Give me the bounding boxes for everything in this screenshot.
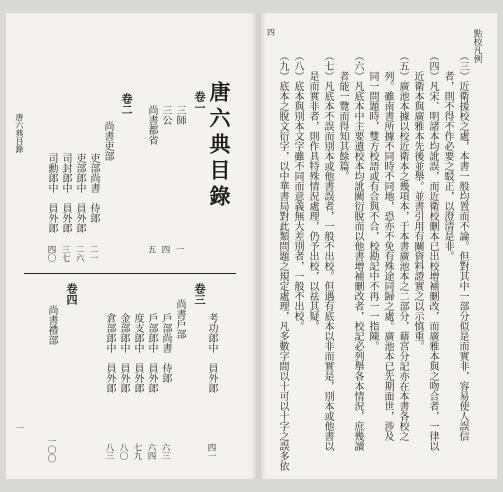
toc-entry-page: 二六: [74, 245, 84, 262]
note-line: 近衛本與廣雅本先後並舉。並書引用有關資料證實之以示慎重。: [412, 51, 423, 351]
note-line: （四）凡宋、明諸本均訛誤，而近衛校刪本已出校增補刪改，而廣雅本與之吻合者，一律以: [427, 51, 438, 451]
section-divider: [24, 273, 236, 274]
toc-entry-label: 戶部尚書 侍郎: [160, 313, 171, 383]
page-number: 四: [267, 28, 275, 37]
toc-entry-page: 一: [174, 245, 184, 254]
toc-entry-page: 八三: [104, 443, 114, 460]
note-line: 列。雖南書所據不同時不同地，恐亦不免有殊途同歸之處。廣池本已先期面世，涉及: [382, 51, 393, 441]
toc-entry-page: 四: [160, 245, 170, 254]
toc-entry-page: 一〇〇: [46, 437, 56, 463]
toc-entry-label: 度支郎中 員外郎: [132, 313, 143, 393]
toc-entry-label: 倉部郎中 員外郎: [104, 313, 115, 393]
note-line: （五）廣池本據以校近衛本之幾項本，于本書廣池本之二部分，藉宮分記亦在本書各校之: [397, 51, 408, 441]
toc-entry-label: 司封郎中 員外郎: [60, 153, 71, 233]
page-title: 唐六典目錄: [207, 81, 232, 211]
juan3-heading: 卷三: [193, 283, 206, 305]
juan2-heading: 卷二: [120, 93, 133, 115]
toc-entry-label: 尚書都省: [146, 105, 157, 145]
toc-entry-page: 四〇: [46, 245, 56, 262]
left-page-table-of-contents: [6, 13, 258, 479]
page-number: 一: [16, 424, 24, 433]
toc-entry-page: 六三: [160, 443, 170, 460]
note-line: （八）底本與別本文字雖不同而意義無大差別者，一般不出校。: [292, 51, 303, 331]
running-header: 點校凡例: [472, 29, 482, 63]
toc-entry-label: 尚書吏部: [102, 121, 113, 161]
note-line: 者能一覽而得知其餘篇。: [337, 51, 348, 181]
note-line: 同一問題時，雙方校語或有合與不合，校勘記中不再一一指陳。: [367, 51, 378, 351]
toc-entry-label: 尚書戶部: [174, 299, 185, 339]
toc-entry-label: 尚書禮部: [46, 305, 57, 345]
toc-entry-page: 八〇: [118, 443, 128, 460]
toc-entry-label: 金部郎中 員外郎: [118, 313, 129, 393]
toc-entry-page: 五: [146, 245, 156, 254]
juan4-heading: 卷四: [65, 283, 78, 305]
note-line: 是而實非者，則作具特殊情況處理，仍予出校，以祛其疑。: [307, 51, 318, 331]
toc-entry-label: 三師: [174, 105, 185, 125]
toc-entry-label: 司勳郎中 員外郎: [46, 153, 57, 233]
toc-entry-page: 四一: [206, 443, 216, 460]
toc-entry-page: 七九: [132, 443, 142, 460]
note-line: （六）凡底本中主要遺校本均訛闕衍脫而以他書增補刪改者，校記必列舉各本情況，庶幾讀: [352, 51, 363, 451]
toc-entry-label: 吏部尚書 侍郎: [88, 153, 99, 223]
fold-label: 唐六典目錄: [15, 113, 24, 153]
note-line: （七）凡底本不誤而別本或他書誤者，一般不出校。但遇有底本以非而實是，別本或他書以: [322, 51, 333, 451]
toc-entry-label: 考功郎中 員外郎: [206, 313, 217, 393]
toc-entry-label: 三公: [160, 105, 171, 125]
right-page-editorial-notes: [259, 13, 497, 479]
toc-entry-label: 吏部郎中 員外郎: [74, 153, 85, 233]
note-line: （三）近衛援校之處，本書一般均置而不論。但對其中一部分似是而實非，容易使人誤信: [457, 51, 468, 441]
toc-entry-page: 六四: [146, 443, 156, 460]
juan1-heading: 卷一: [193, 91, 206, 113]
note-line: （九）底本之脫文衍字，以中華書局對此類問題之規定處理，凡多數字間以十可以十字之誤多依: [277, 51, 288, 471]
toc-entry-label: 戶部郎中 員外郎: [146, 313, 157, 393]
toc-entry-page: 二一: [88, 245, 98, 262]
note-line: 者，則不得不作必要之駁正，以澄清是非。: [442, 51, 453, 261]
toc-entry-page: 三七: [60, 245, 70, 262]
